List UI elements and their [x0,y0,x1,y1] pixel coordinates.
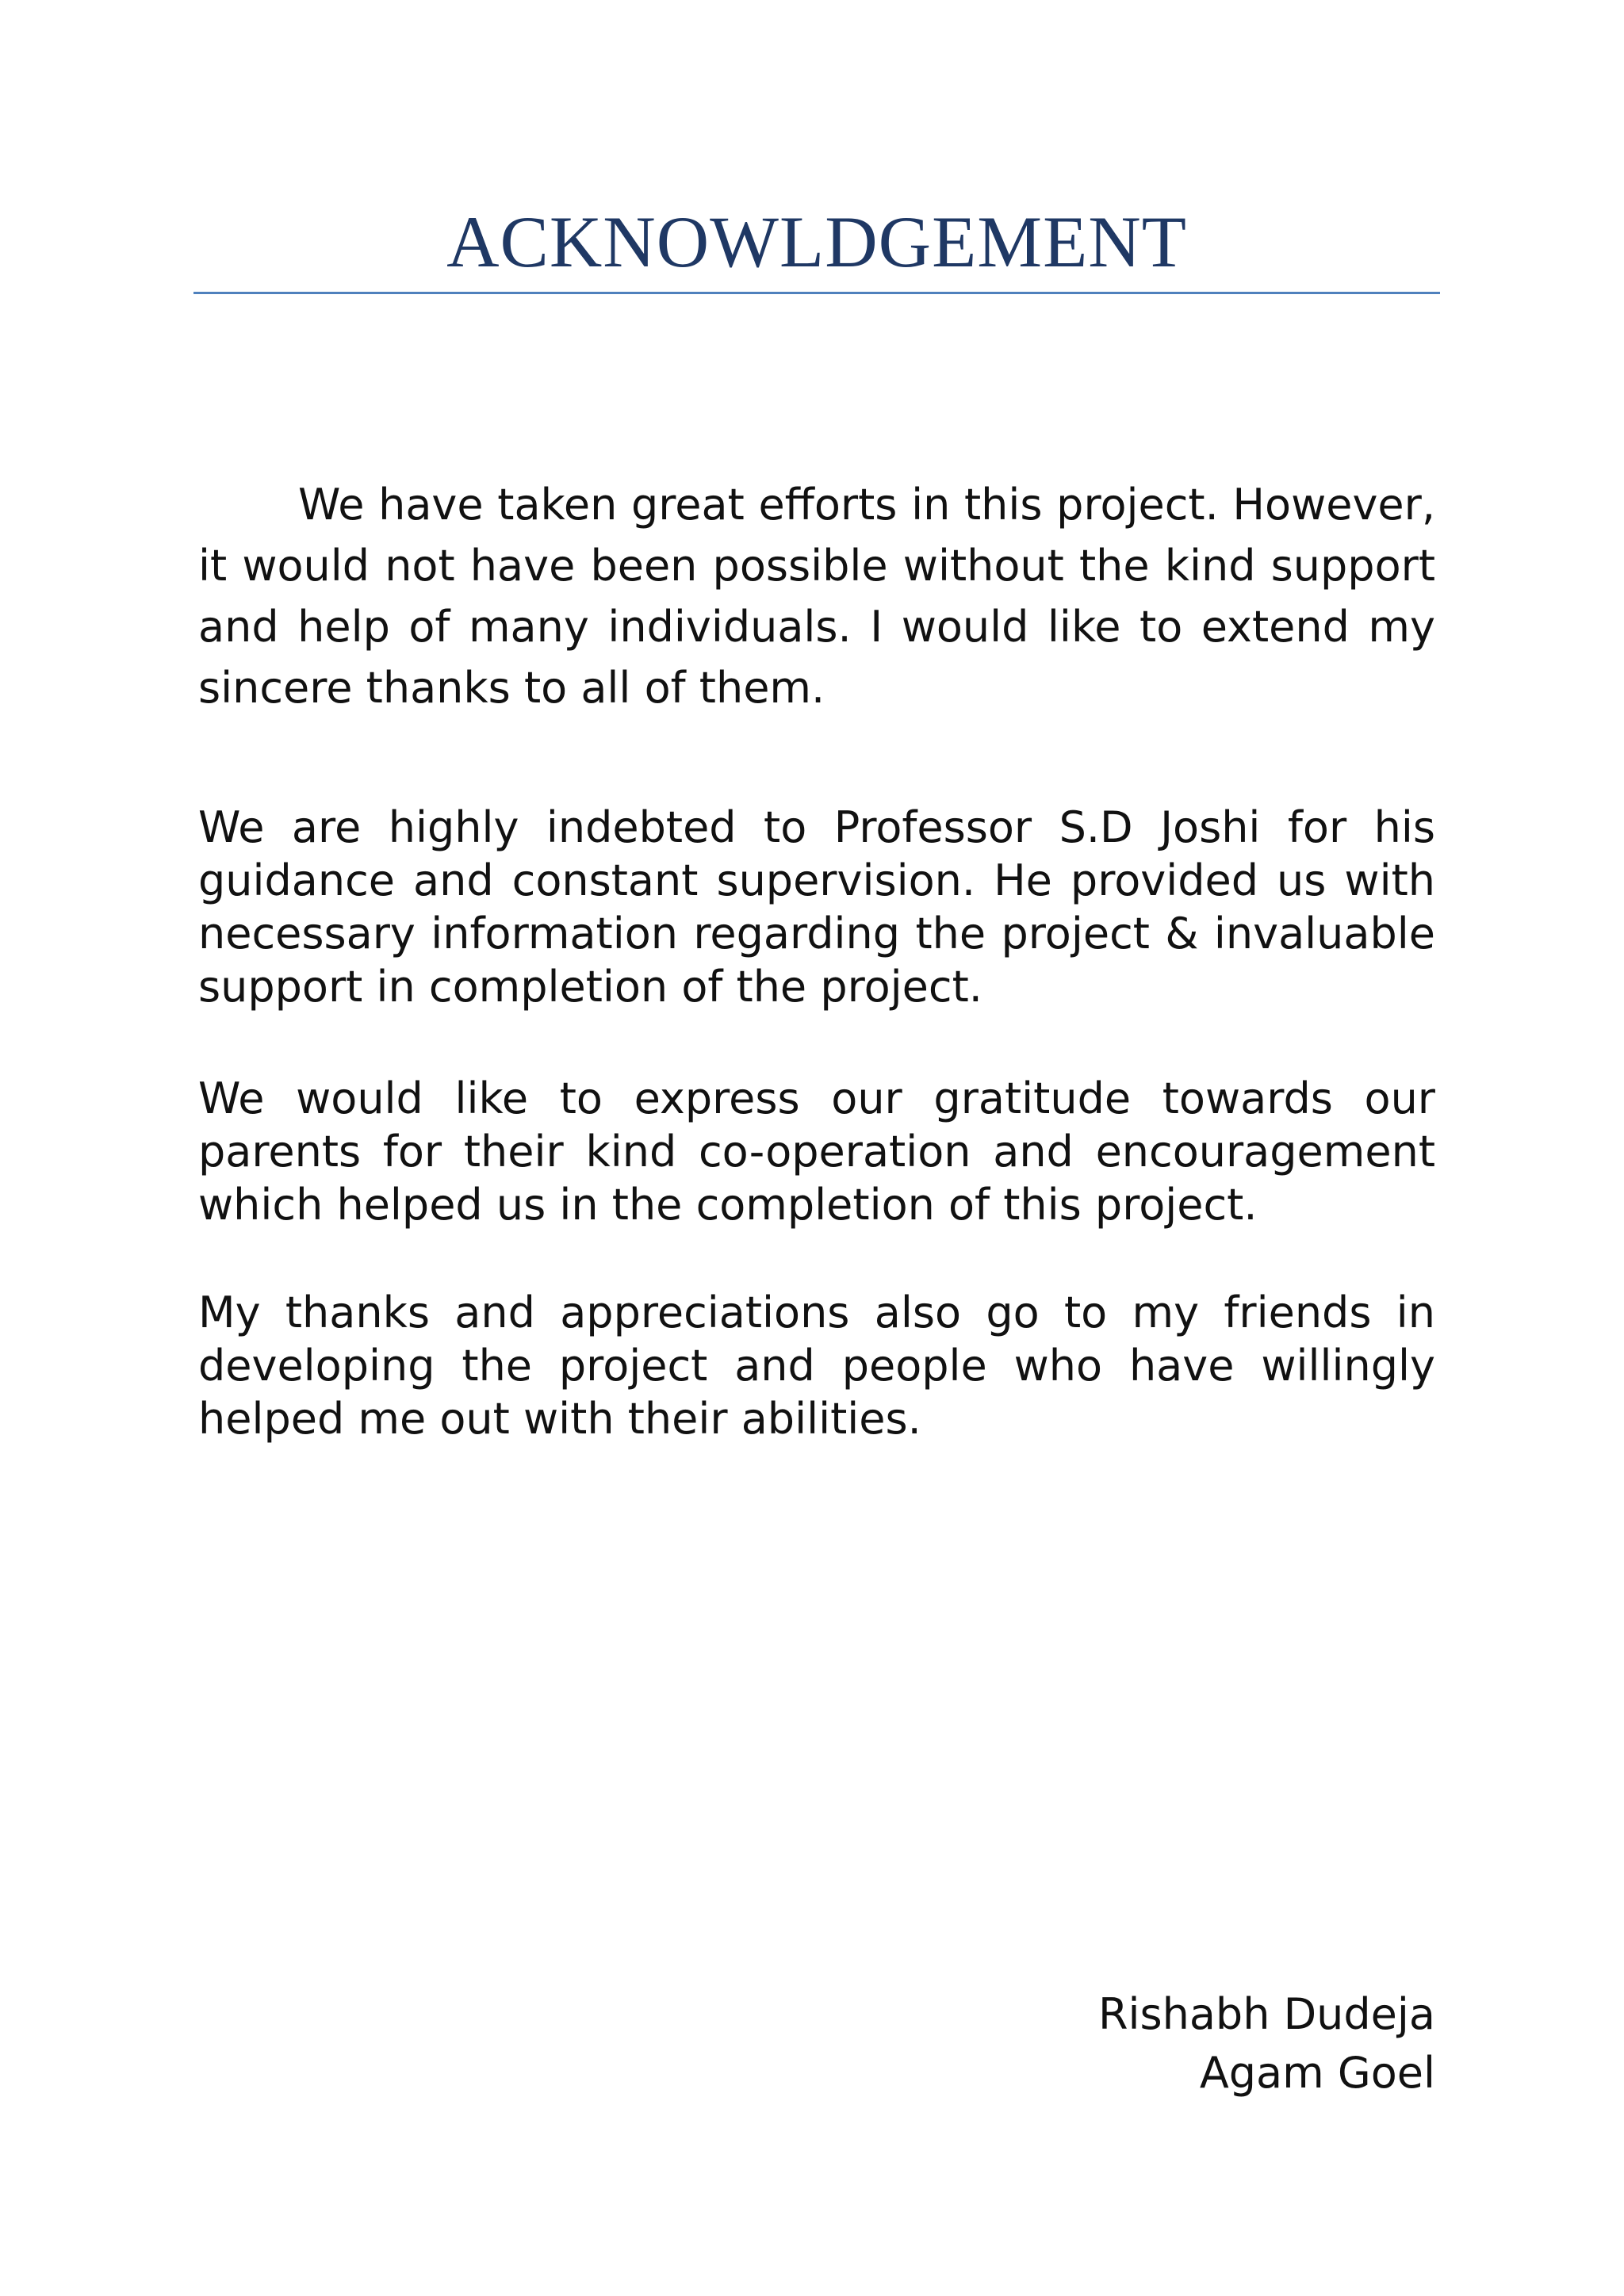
paragraph-professor: We are highly indebted to Professor S.D Joshi for his guidance and constant supervision. He provided us with necessary information regarding the project & invaluable support in completion of the project. [198,802,1435,1012]
paragraph-parents: We would like to express our gratitude towards our parents for their kind co-operation and encouragement which helped us in the completion of this project. [198,1073,1435,1230]
paragraph-efforts: We have taken great efforts in this project. However, it would not have been possible without the kind support and help of many individuals. I would like to extend my sincere thanks to all of them. [198,480,1435,713]
title-underline [193,292,1440,294]
signature-name-2: Agam Goel [1199,2048,1435,2098]
page-title: ACKNOWLDGEMENT [446,201,1187,282]
signature-name-1: Rishabh Dudeja [1097,1989,1435,2039]
paragraph-friends: My thanks and appreciations also go to my friends in developing the project and people who have willingly helped me out with their abilities. [198,1288,1435,1444]
